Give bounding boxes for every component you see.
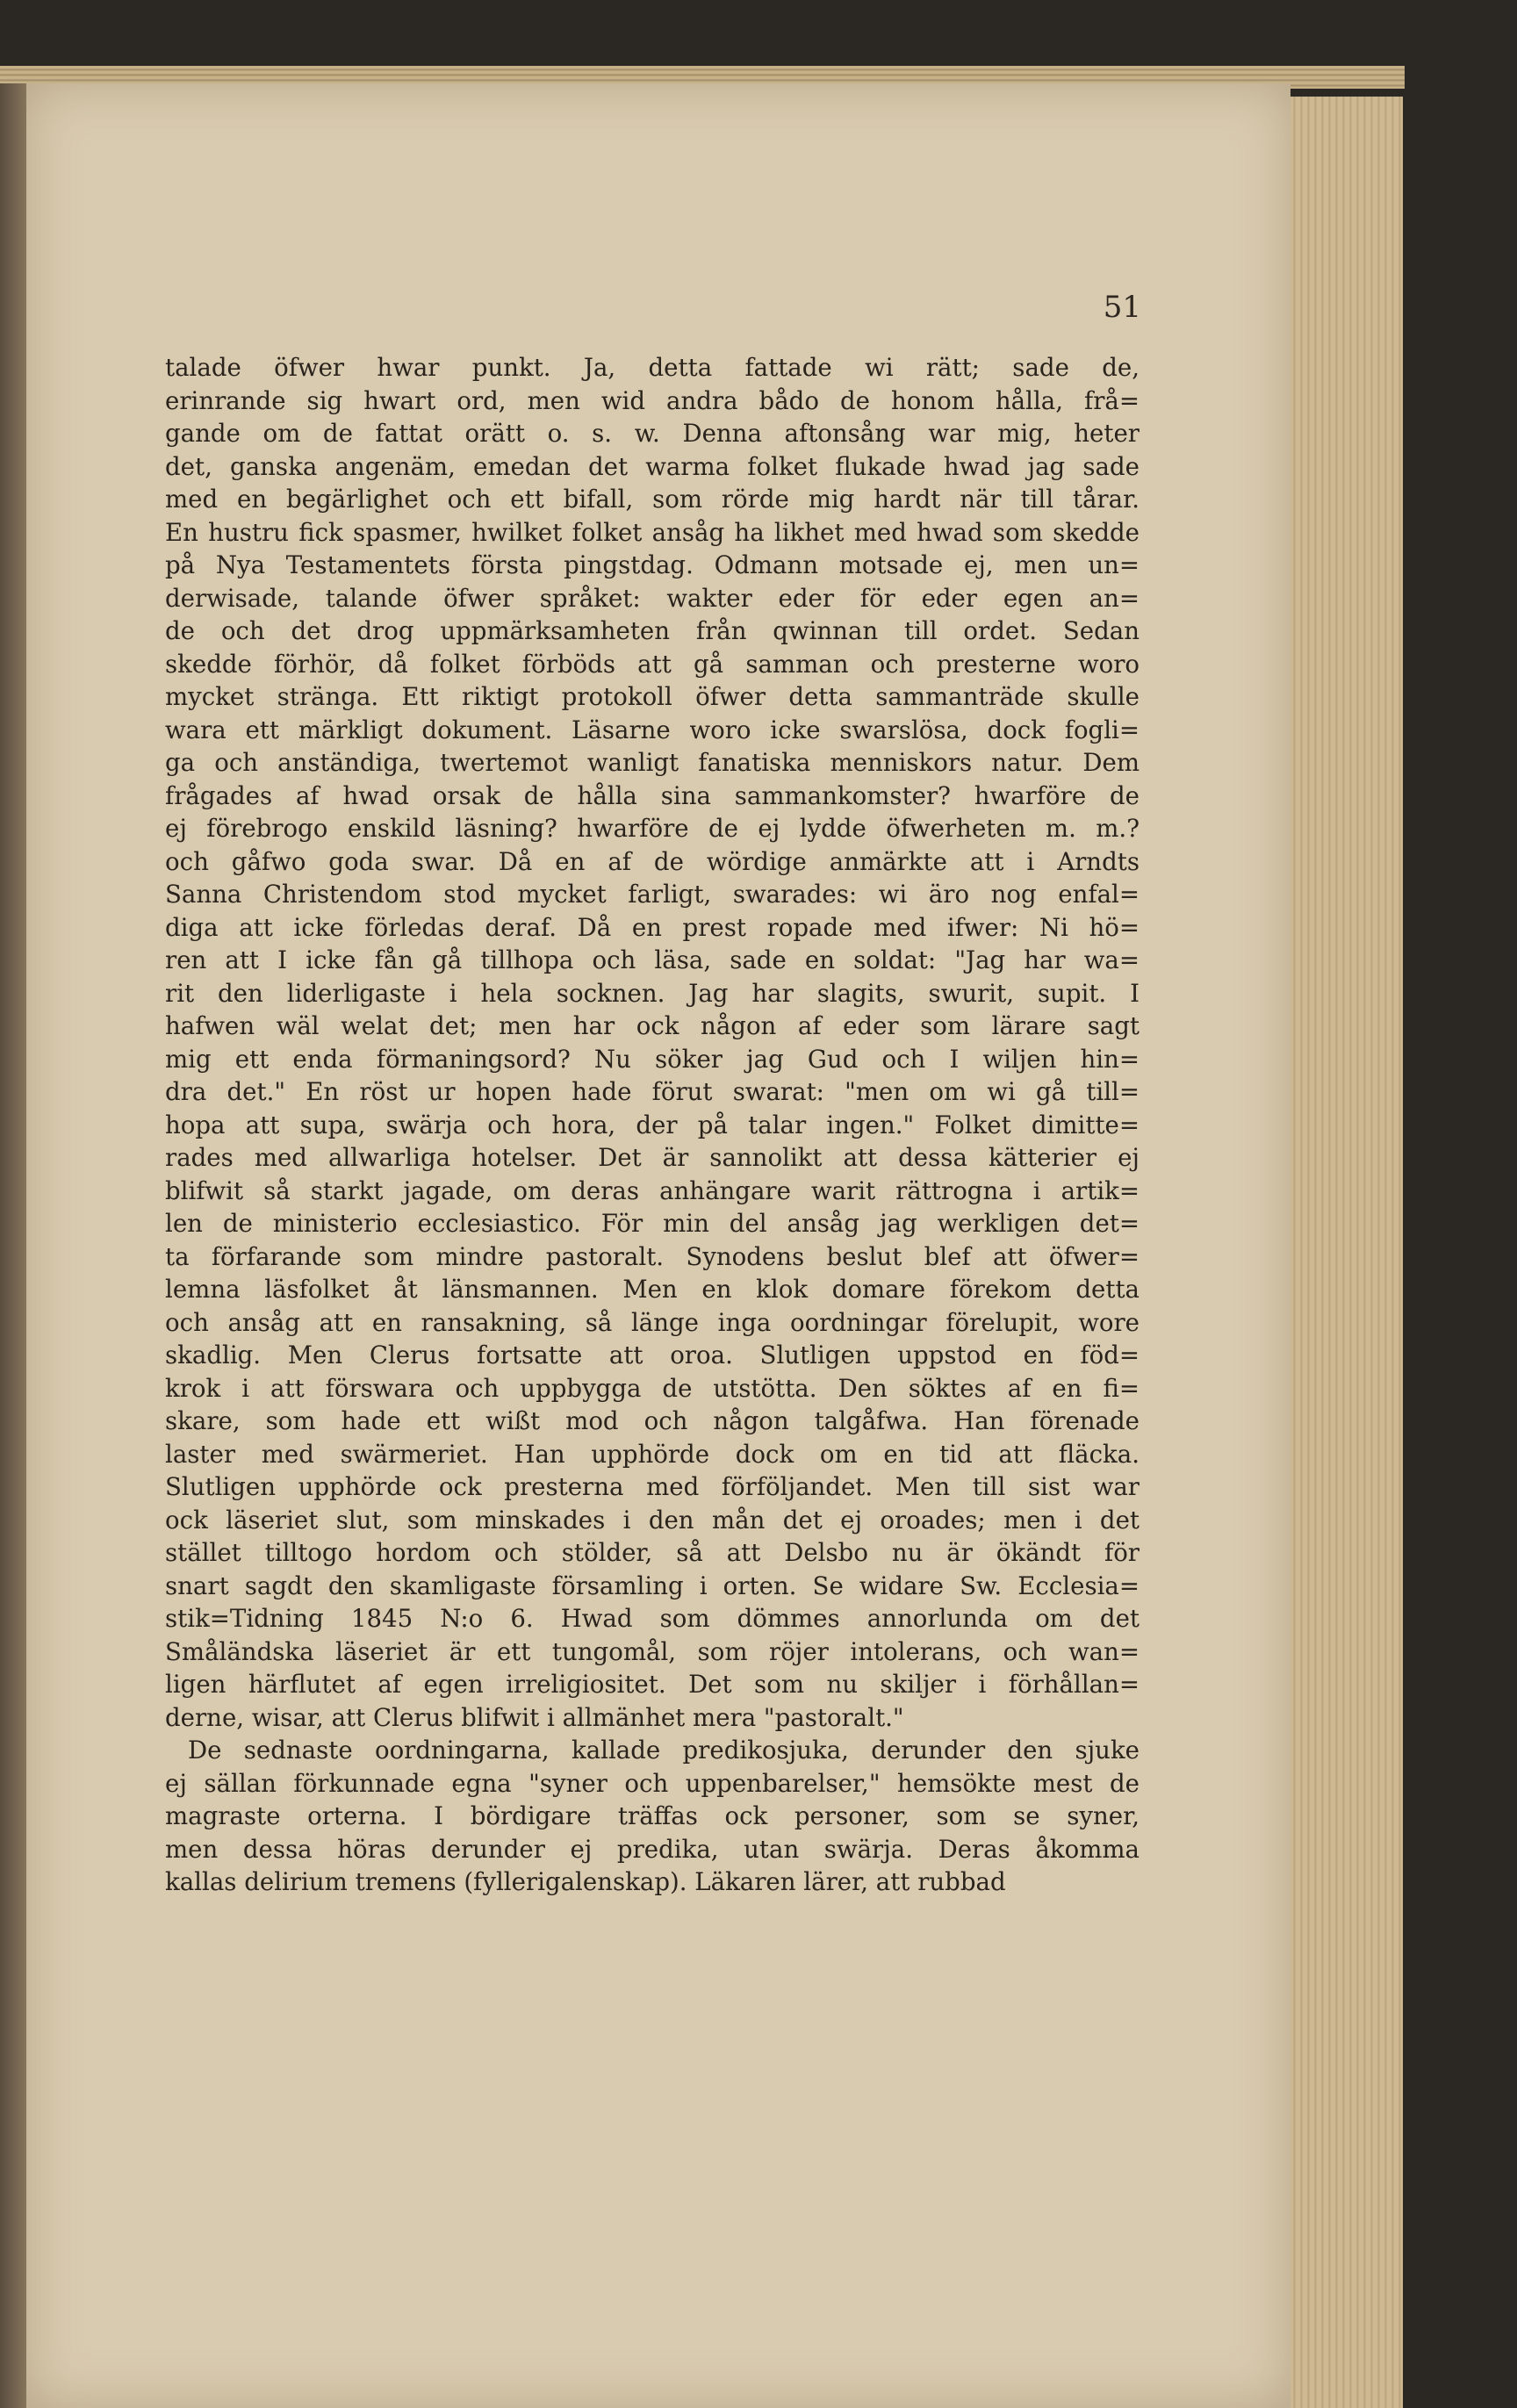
text-line: Slutligen upphörde ock presterna med förföljandet. Men till sist war (165, 1472, 1140, 1501)
text-line: på Nya Testamentets första pingstdag. Odmann motsade ej, men un= (165, 550, 1140, 579)
text-line: hopa att supa, swärja och hora, der på talar ingen." Folket dimitte= (165, 1110, 1140, 1139)
text-line: ej sällan förkunnade egna "syner och uppenbarelser," hemsökte mest de (165, 1768, 1140, 1798)
text-line: och gåfwo goda swar. Då en af de wördige anmärkte att i Arndts (165, 846, 1140, 876)
text-line: lemna läsfolket åt länsmannen. Men en klok domare förekom detta (165, 1275, 1140, 1304)
text-line: skadlig. Men Clerus fortsatte att oroa. Slutligen uppstod en föd= (165, 1341, 1140, 1369)
text-line: stik=Tidning 1845 N:o 6. Hwad som dömmes annorlunda om det (165, 1604, 1140, 1633)
text-line: hafwen wäl welat det; men har ock någon af eder som lärare sagt (165, 1011, 1140, 1040)
text-line: De sednaste oordningarna, kallade predikosjuka, derunder den sjuke (188, 1736, 1140, 1765)
text-line: kallas delirium tremens (fyllerigalenskap). Läkaren lärer, att rubbad (165, 1867, 1006, 1896)
text-line: men dessa höras derunder ej predika, utan swärja. Deras åkomma (165, 1834, 1140, 1864)
text-line: blifwit så starkt jagade, om deras anhängare warit rättrogna i artik= (165, 1175, 1140, 1205)
text-line: ligen härflutet af egen irreligiositet. Det som nu skiljer i förhållan= (165, 1670, 1140, 1699)
text-line: diga att icke förledas deraf. Då en prest ropade med ifwer: Ni hö= (165, 912, 1140, 942)
text-line: krok i att förswara och uppbygga de utstötta. Den söktes af en fi= (165, 1373, 1140, 1403)
text-line: laster med swärmeriet. Han upphörde dock om en tid att fläcka. (165, 1439, 1140, 1469)
text-line: snart sagdt den skamligaste församling i orten. Se widare Sw. Ecclesia= (165, 1571, 1140, 1600)
text-line: ej förebrogo enskild läsning? hwarföre de ej lydde öfwerheten m. m.? (165, 814, 1140, 843)
body-text (165, 351, 1140, 1899)
book-gutter (0, 83, 30, 2408)
text-line: dra det." En röst ur hopen hade förut swarat: "men om wi gå till= (165, 1077, 1140, 1106)
text-line: stället tilltogo hordom och stölder, så att Delsbo nu är ökändt för (165, 1538, 1140, 1567)
text-line: gande om de fattat orätt o. s. w. Denna aftonsång war mig, heter (165, 419, 1140, 448)
text-line: de och det drog uppmärksamheten från qwinnan till ordet. Sedan (165, 616, 1140, 645)
text-line: erinrande sig hwart ord, men wid andra bådo de honom hålla, frå= (165, 385, 1140, 415)
text-line: talade öfwer hwar punkt. Ja, detta fattade wi rätt; sade de, (165, 353, 1140, 382)
page-stack-right-edge (1289, 97, 1403, 2408)
text-line: derne, wisar, att Clerus blifwit i allmänhet mera "pastoralt." (165, 1702, 904, 1732)
text-line: ren att I icke fån gå tillhopa och läsa, sade en soldat: "Jag har wa= (165, 945, 1140, 974)
text-line: rit den liderligaste i hela socknen. Jag har slagits, swurit, supit. I (165, 978, 1140, 1008)
text-line: mycket stränga. Ett riktigt protokoll öfwer detta sammanträde skulle (165, 682, 1140, 711)
text-line: ga och anständiga, twertemot wanligt fanatiska menniskors natur. Dem (165, 748, 1140, 777)
text-line: derwisade, talande öfwer språket: wakter eder för eder egen an= (165, 583, 1140, 613)
text-line: magraste orterna. I bördigare träffas ock personer, som se syner, (165, 1801, 1140, 1830)
page-number: 51 (1103, 290, 1141, 325)
text-line: skedde förhör, då folket förböds att gå samman och presterne woro (165, 649, 1140, 679)
text-line: mig ett enda förmaningsord? Nu söker jag Gud och I wiljen hin= (165, 1044, 1140, 1074)
text-line: och ansåg att en ransakning, så länge inga oordningar förelupit, wore (165, 1307, 1140, 1337)
text-line: wara ett märkligt dokument. Läsarne woro icke swarslösa, dock fogli= (165, 715, 1140, 744)
text-line: ta förfarande som mindre pastoralt. Synodens beslut blef att öfwer= (165, 1241, 1140, 1271)
text-line: Sanna Christendom stod mycket farligt, swarades: wi äro nog enfal= (165, 880, 1140, 909)
text-line: ock läseriet slut, som minskades i den mån det ej oroades; men i det (165, 1505, 1140, 1535)
text-line: Småländska läseriet är ett tungomål, som röjer intolerans, och wan= (165, 1636, 1140, 1666)
text-line: En hustru fick spasmer, hwilket folket ansåg ha likhet med hwad som skedde (165, 517, 1140, 547)
text-line: skare, som hade ett wißt mod och någon talgåfwa. Han förenade (165, 1406, 1140, 1435)
text-line: len de ministerio ecclesiastico. För min del ansåg jag werkligen det= (165, 1209, 1140, 1238)
text-line: frågades af hwad orsak de hålla sina sammankomster? hwarföre de (165, 780, 1140, 810)
text-line: det, ganska angenäm, emedan det warma folket flukade hwad jag sade (165, 451, 1140, 481)
text-line: rades med allwarliga hotelser. Det är sannolikt att dessa kätterier ej (165, 1143, 1140, 1172)
text-line: med en begärlighet och ett bifall, som rörde mig hardt när till tårar. (165, 485, 1140, 514)
